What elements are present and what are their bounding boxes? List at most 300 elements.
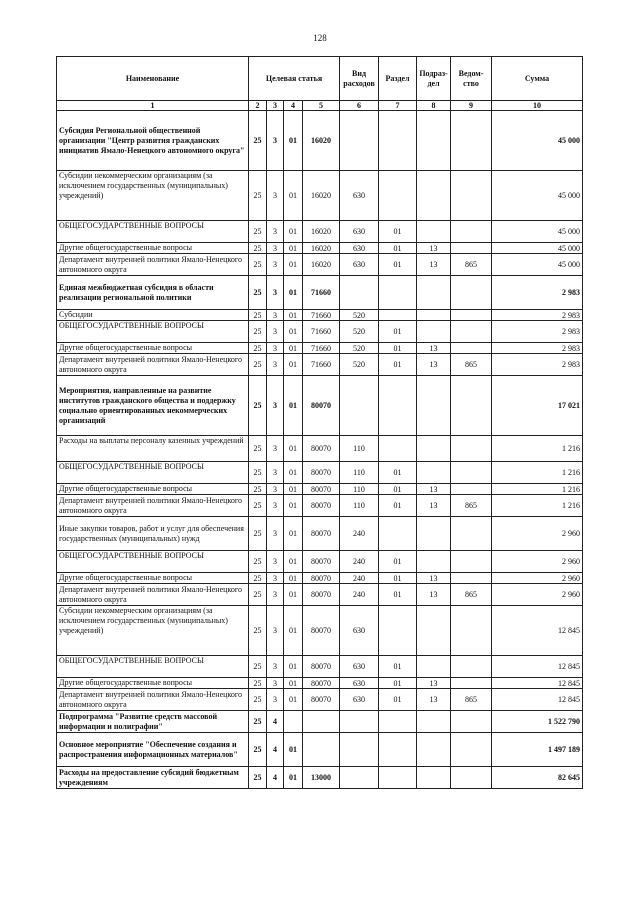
cell-name: Департамент внутренней политики Ямало-Ненецкого автономного округа: [57, 689, 249, 711]
header-name: Наименование: [57, 57, 249, 101]
cell-target-1: 25: [249, 689, 267, 711]
cell-subsection: [417, 376, 451, 436]
cell-amount: 2 983: [492, 310, 583, 321]
cell-name: Субсидии некоммерческим организациям (за исключением государственных (муниципальных) учреждений): [57, 171, 249, 221]
cell-target-3: 01: [284, 436, 303, 462]
cell-subsection: [417, 656, 451, 678]
table-row: [57, 376, 583, 436]
cell-section: [379, 711, 417, 733]
cell-amount: 45 000: [492, 111, 583, 171]
cell-target-3: 01: [284, 517, 303, 551]
cell-amount: 12 845: [492, 656, 583, 678]
cell-name: Другие общегосударственные вопросы: [57, 678, 249, 689]
cell-amount: 2 960: [492, 573, 583, 584]
cell-target-2: 3: [267, 343, 284, 354]
cell-target-1: 25: [249, 573, 267, 584]
cell-section: 01: [379, 221, 417, 243]
cell-target-3: 01: [284, 171, 303, 221]
column-number: 4: [284, 101, 303, 111]
cell-section: 01: [379, 495, 417, 517]
cell-expense-type: [340, 711, 379, 733]
cell-target-3: 01: [284, 495, 303, 517]
cell-expense-type: 630: [340, 254, 379, 276]
column-number: 9: [451, 101, 492, 111]
table-row: [57, 573, 583, 584]
cell-subsection: [417, 321, 451, 343]
table-row: [57, 689, 583, 711]
page-number: 128: [313, 33, 327, 43]
cell-expense-type: [340, 767, 379, 789]
cell-target-4: 16020: [303, 254, 340, 276]
cell-subsection: [417, 767, 451, 789]
cell-department: [451, 733, 492, 767]
table-row: [57, 656, 583, 678]
table-row: [57, 343, 583, 354]
cell-section: 01: [379, 689, 417, 711]
cell-target-4: 80070: [303, 678, 340, 689]
cell-section: 01: [379, 462, 417, 484]
cell-target-1: 25: [249, 354, 267, 376]
cell-name: ОБЩЕГОСУДАРСТВЕННЫЕ ВОПРОСЫ: [57, 321, 249, 343]
cell-target-3: 01: [284, 678, 303, 689]
cell-target-4: 71660: [303, 343, 340, 354]
cell-target-4: 80070: [303, 376, 340, 436]
cell-section: 01: [379, 343, 417, 354]
cell-amount: 17 021: [492, 376, 583, 436]
cell-subsection: 13: [417, 573, 451, 584]
cell-expense-type: 520: [340, 354, 379, 376]
cell-amount: 2 960: [492, 517, 583, 551]
cell-target-2: 3: [267, 656, 284, 678]
cell-expense-type: 520: [340, 343, 379, 354]
cell-name: Субсидии некоммерческим организациям (за исключением государственных (муниципальных) учреждений): [57, 606, 249, 656]
header-department: Ведом-ство: [451, 57, 492, 101]
table-row: [57, 606, 583, 656]
cell-name: Департамент внутренней политики Ямало-Ненецкого автономного округа: [57, 584, 249, 606]
cell-department: [451, 606, 492, 656]
cell-expense-type: 110: [340, 436, 379, 462]
cell-expense-type: 630: [340, 243, 379, 254]
cell-target-4: 71660: [303, 321, 340, 343]
cell-amount: 2 983: [492, 354, 583, 376]
cell-target-4: [303, 733, 340, 767]
cell-target-1: 25: [249, 310, 267, 321]
cell-section: [379, 111, 417, 171]
cell-expense-type: 630: [340, 678, 379, 689]
cell-target-2: 4: [267, 767, 284, 789]
cell-expense-type: 630: [340, 656, 379, 678]
cell-target-3: 01: [284, 243, 303, 254]
cell-expense-type: 240: [340, 584, 379, 606]
cell-target-1: 25: [249, 254, 267, 276]
cell-subsection: 13: [417, 484, 451, 495]
cell-section: [379, 171, 417, 221]
header-section: Раздел: [379, 57, 417, 101]
cell-target-4: 80070: [303, 436, 340, 462]
column-number: 6: [340, 101, 379, 111]
cell-target-1: 25: [249, 243, 267, 254]
cell-section: 01: [379, 678, 417, 689]
cell-target-2: 3: [267, 254, 284, 276]
cell-target-3: 01: [284, 656, 303, 678]
cell-target-4: 71660: [303, 354, 340, 376]
cell-target-4: 16020: [303, 171, 340, 221]
cell-target-2: 3: [267, 689, 284, 711]
cell-target-1: 25: [249, 767, 267, 789]
header-row: [57, 57, 583, 101]
cell-expense-type: 630: [340, 606, 379, 656]
cell-target-1: 25: [249, 733, 267, 767]
table-row: [57, 484, 583, 495]
cell-target-1: 25: [249, 656, 267, 678]
cell-name: Департамент внутренней политики Ямало-Ненецкого автономного округа: [57, 495, 249, 517]
table-row: [57, 767, 583, 789]
cell-target-2: 3: [267, 584, 284, 606]
cell-target-1: 25: [249, 111, 267, 171]
cell-target-2: 4: [267, 711, 284, 733]
cell-subsection: 13: [417, 584, 451, 606]
table-row: [57, 254, 583, 276]
cell-amount: 45 000: [492, 171, 583, 221]
column-number: 1: [57, 101, 249, 111]
cell-target-4: 80070: [303, 606, 340, 656]
cell-section: 01: [379, 354, 417, 376]
cell-section: 01: [379, 584, 417, 606]
header-target: Целевая статья: [249, 57, 340, 101]
cell-target-4: 16020: [303, 111, 340, 171]
cell-target-1: 25: [249, 711, 267, 733]
column-number: 5: [303, 101, 340, 111]
cell-department: [451, 484, 492, 495]
budget-table: [56, 56, 583, 789]
cell-department: [451, 321, 492, 343]
cell-department: [451, 711, 492, 733]
table-row: [57, 321, 583, 343]
cell-amount: 82 645: [492, 767, 583, 789]
cell-section: 01: [379, 573, 417, 584]
cell-department: [451, 376, 492, 436]
table-row: [57, 243, 583, 254]
cell-amount: 12 845: [492, 689, 583, 711]
cell-target-3: 01: [284, 354, 303, 376]
cell-target-4: 16020: [303, 243, 340, 254]
cell-section: [379, 733, 417, 767]
cell-target-3: 01: [284, 689, 303, 711]
cell-expense-type: 110: [340, 462, 379, 484]
cell-target-3: 01: [284, 462, 303, 484]
cell-section: [379, 606, 417, 656]
cell-target-2: 3: [267, 573, 284, 584]
cell-target-2: 4: [267, 733, 284, 767]
cell-target-1: 25: [249, 495, 267, 517]
cell-subsection: [417, 462, 451, 484]
table-row: [57, 111, 583, 171]
cell-subsection: [417, 517, 451, 551]
cell-department: [451, 171, 492, 221]
cell-expense-type: 630: [340, 221, 379, 243]
table-row: [57, 584, 583, 606]
cell-target-3: 01: [284, 276, 303, 310]
cell-department: 865: [451, 495, 492, 517]
cell-name: Основное мероприятие "Обеспечение создания и распространения информационных материалов": [57, 733, 249, 767]
cell-target-2: 3: [267, 551, 284, 573]
cell-department: [451, 243, 492, 254]
cell-department: [451, 517, 492, 551]
cell-target-3: 01: [284, 221, 303, 243]
cell-expense-type: 110: [340, 484, 379, 495]
cell-amount: 2 983: [492, 343, 583, 354]
cell-target-2: 3: [267, 462, 284, 484]
cell-department: 865: [451, 254, 492, 276]
cell-target-4: 80070: [303, 689, 340, 711]
cell-target-1: 25: [249, 171, 267, 221]
cell-target-1: 25: [249, 551, 267, 573]
cell-target-3: 01: [284, 606, 303, 656]
column-number: 8: [417, 101, 451, 111]
cell-target-2: 3: [267, 310, 284, 321]
cell-target-1: 25: [249, 276, 267, 310]
cell-expense-type: 520: [340, 321, 379, 343]
cell-target-3: 01: [284, 767, 303, 789]
cell-target-2: 3: [267, 221, 284, 243]
cell-target-1: 25: [249, 436, 267, 462]
table-row: [57, 678, 583, 689]
cell-target-2: 3: [267, 276, 284, 310]
cell-name: Мероприятия, направленные на развитие институтов гражданского общества и поддержку социально ориентированных некоммерческих организаций: [57, 376, 249, 436]
cell-target-3: [284, 711, 303, 733]
table-row: [57, 436, 583, 462]
cell-target-3: 01: [284, 254, 303, 276]
cell-target-2: 3: [267, 243, 284, 254]
cell-section: 01: [379, 243, 417, 254]
cell-target-4: 80070: [303, 584, 340, 606]
header-expense-type: Вид расходов: [340, 57, 379, 101]
cell-target-1: 25: [249, 376, 267, 436]
cell-department: [451, 221, 492, 243]
cell-target-3: 01: [284, 310, 303, 321]
cell-target-4: 80070: [303, 656, 340, 678]
cell-target-1: 25: [249, 484, 267, 495]
cell-section: 01: [379, 254, 417, 276]
cell-amount: 12 845: [492, 606, 583, 656]
table-row: [57, 517, 583, 551]
cell-amount: 45 000: [492, 221, 583, 243]
cell-target-2: 3: [267, 436, 284, 462]
cell-target-2: 3: [267, 484, 284, 495]
cell-amount: 1 216: [492, 484, 583, 495]
cell-amount: 2 983: [492, 321, 583, 343]
table-row: [57, 276, 583, 310]
cell-department: [451, 436, 492, 462]
column-number-row: [57, 101, 583, 111]
cell-target-1: 25: [249, 584, 267, 606]
column-number: 2: [249, 101, 267, 111]
cell-target-4: 71660: [303, 276, 340, 310]
table-row: [57, 221, 583, 243]
cell-section: [379, 310, 417, 321]
cell-section: [379, 767, 417, 789]
cell-target-1: 25: [249, 606, 267, 656]
cell-target-1: 25: [249, 221, 267, 243]
cell-subsection: 13: [417, 689, 451, 711]
cell-expense-type: 630: [340, 171, 379, 221]
cell-expense-type: [340, 111, 379, 171]
cell-name: Подпрограмма "Развитие средств массовой информации и полиграфии": [57, 711, 249, 733]
cell-department: [451, 573, 492, 584]
cell-expense-type: 520: [340, 310, 379, 321]
cell-name: Расходы на выплаты персоналу казенных учреждений: [57, 436, 249, 462]
cell-department: [451, 678, 492, 689]
cell-target-3: 01: [284, 343, 303, 354]
cell-subsection: [417, 221, 451, 243]
cell-subsection: [417, 276, 451, 310]
cell-department: [451, 656, 492, 678]
cell-target-4: 80070: [303, 462, 340, 484]
cell-amount: 1 216: [492, 495, 583, 517]
cell-target-2: 3: [267, 171, 284, 221]
cell-subsection: 13: [417, 254, 451, 276]
cell-expense-type: 630: [340, 689, 379, 711]
cell-section: [379, 436, 417, 462]
cell-expense-type: 240: [340, 573, 379, 584]
cell-department: 865: [451, 584, 492, 606]
table-row: [57, 495, 583, 517]
cell-target-3: 01: [284, 111, 303, 171]
cell-subsection: 13: [417, 354, 451, 376]
cell-subsection: 13: [417, 495, 451, 517]
cell-amount: 1 497 189: [492, 733, 583, 767]
cell-target-1: 25: [249, 678, 267, 689]
cell-expense-type: [340, 376, 379, 436]
cell-target-4: 80070: [303, 551, 340, 573]
cell-target-2: 3: [267, 606, 284, 656]
cell-department: [451, 767, 492, 789]
cell-target-2: 3: [267, 495, 284, 517]
cell-subsection: [417, 310, 451, 321]
cell-target-1: 25: [249, 343, 267, 354]
cell-name: Другие общегосударственные вопросы: [57, 243, 249, 254]
cell-amount: 12 845: [492, 678, 583, 689]
table-row: [57, 462, 583, 484]
cell-target-4: [303, 711, 340, 733]
cell-target-4: 13000: [303, 767, 340, 789]
cell-target-3: 01: [284, 573, 303, 584]
cell-subsection: [417, 711, 451, 733]
header-subsection: Подраз-дел: [417, 57, 451, 101]
cell-target-4: 16020: [303, 221, 340, 243]
cell-target-1: 25: [249, 517, 267, 551]
column-number: 7: [379, 101, 417, 111]
cell-name: ОБЩЕГОСУДАРСТВЕННЫЕ ВОПРОСЫ: [57, 462, 249, 484]
cell-target-4: 80070: [303, 573, 340, 584]
cell-amount: 1 522 790: [492, 711, 583, 733]
cell-name: ОБЩЕГОСУДАРСТВЕННЫЕ ВОПРОСЫ: [57, 221, 249, 243]
cell-target-2: 3: [267, 354, 284, 376]
cell-name: Другие общегосударственные вопросы: [57, 484, 249, 495]
cell-name: Департамент внутренней политики Ямало-Ненецкого автономного округа: [57, 254, 249, 276]
cell-department: [451, 462, 492, 484]
cell-amount: 1 216: [492, 462, 583, 484]
cell-name: Единая межбюджетная субсидия в области реализации региональной политики: [57, 276, 249, 310]
cell-department: [451, 551, 492, 573]
cell-target-4: 80070: [303, 495, 340, 517]
header-amount: Сумма: [492, 57, 583, 101]
cell-target-2: 3: [267, 376, 284, 436]
cell-department: 865: [451, 354, 492, 376]
cell-amount: 45 000: [492, 243, 583, 254]
cell-section: 01: [379, 321, 417, 343]
cell-department: [451, 310, 492, 321]
column-number: 3: [267, 101, 284, 111]
table-row: [57, 171, 583, 221]
cell-target-3: 01: [284, 551, 303, 573]
cell-expense-type: 110: [340, 495, 379, 517]
cell-name: Другие общегосударственные вопросы: [57, 573, 249, 584]
cell-department: 865: [451, 689, 492, 711]
table-body: [57, 111, 583, 789]
cell-section: [379, 376, 417, 436]
cell-name: Субсидии: [57, 310, 249, 321]
cell-target-3: 01: [284, 484, 303, 495]
cell-section: 01: [379, 551, 417, 573]
cell-target-4: 71660: [303, 310, 340, 321]
cell-section: [379, 276, 417, 310]
cell-subsection: [417, 111, 451, 171]
cell-target-3: 01: [284, 376, 303, 436]
cell-expense-type: [340, 733, 379, 767]
cell-subsection: [417, 733, 451, 767]
cell-target-3: 01: [284, 733, 303, 767]
cell-target-2: 3: [267, 678, 284, 689]
table-row: [57, 733, 583, 767]
cell-amount: 2 960: [492, 584, 583, 606]
cell-expense-type: [340, 276, 379, 310]
column-number: 10: [492, 101, 583, 111]
cell-section: [379, 517, 417, 551]
cell-target-4: 80070: [303, 517, 340, 551]
cell-department: [451, 276, 492, 310]
cell-department: [451, 111, 492, 171]
cell-name: Департамент внутренней политики Ямало-Ненецкого автономного округа: [57, 354, 249, 376]
cell-name: Расходы на предоставление субсидий бюджетным учреждениям: [57, 767, 249, 789]
cell-target-2: 3: [267, 321, 284, 343]
cell-target-3: 01: [284, 584, 303, 606]
cell-expense-type: 240: [340, 551, 379, 573]
cell-department: [451, 343, 492, 354]
cell-name: Иные закупки товаров, работ и услуг для обеспечения государственных (муниципальных) нужд: [57, 517, 249, 551]
cell-subsection: 13: [417, 243, 451, 254]
cell-expense-type: 240: [340, 517, 379, 551]
cell-name: Субсидия Региональной общественной организации "Центр развития гражданских инициатив Ямало-Ненецкого автономного округа": [57, 111, 249, 171]
cell-target-3: 01: [284, 321, 303, 343]
cell-subsection: 13: [417, 343, 451, 354]
table-row: [57, 551, 583, 573]
cell-subsection: [417, 436, 451, 462]
cell-amount: 2 983: [492, 276, 583, 310]
cell-subsection: 13: [417, 678, 451, 689]
cell-target-2: 3: [267, 517, 284, 551]
cell-target-2: 3: [267, 111, 284, 171]
cell-name: Другие общегосударственные вопросы: [57, 343, 249, 354]
cell-amount: 45 000: [492, 254, 583, 276]
cell-section: 01: [379, 656, 417, 678]
table-row: [57, 310, 583, 321]
cell-name: ОБЩЕГОСУДАРСТВЕННЫЕ ВОПРОСЫ: [57, 656, 249, 678]
cell-amount: 1 216: [492, 436, 583, 462]
cell-subsection: [417, 171, 451, 221]
cell-subsection: [417, 551, 451, 573]
cell-amount: 2 960: [492, 551, 583, 573]
